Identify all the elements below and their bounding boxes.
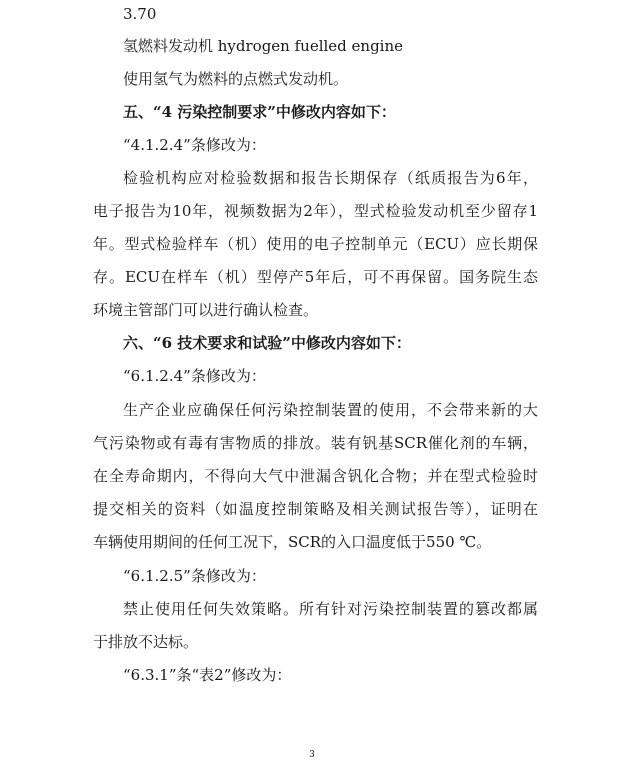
paragraph-line: 在全寿命期内，不得向大气中泄漏含钒化合物；并在型式检验时 (93, 467, 538, 485)
paragraph-line: 禁止使用任何失效策略。所有针对污染控制装置的篡改都属 (123, 600, 538, 618)
clause-heading-6-1-2-5: “6.1.2.5”条修改为： (123, 567, 266, 585)
paragraph-line: 提交相关的资料（如温度控制策略及相关测试报告等），证明在 (93, 500, 538, 518)
page-number: 3 (309, 750, 315, 760)
clause-heading-6-1-2-4: “6.1.2.4”条修改为： (123, 367, 266, 385)
paragraph-line: 气污染物或有毒有害物质的排放。装有钒基SCR催化剂的车辆， (93, 434, 538, 452)
paragraph-line: 电子报告为10年，视频数据为2年），型式检验发动机至少留存1 (93, 202, 538, 220)
paragraph-line: 车辆使用期间的任何工况下，SCR的入口温度低于550 ℃。 (93, 533, 492, 551)
section-heading-5: 五、“4 污染控制要求”中修改内容如下： (123, 103, 396, 121)
paragraph-line: 于排放不达标。 (93, 633, 199, 651)
section-heading-6: 六、“6 技术要求和试验”中修改内容如下： (123, 334, 411, 352)
term-definition-text: 使用氢气为燃料的点燃式发动机。 (123, 70, 349, 88)
paragraph-line: 生产企业应确保任何污染控制装置的使用，不会带来新的大 (123, 401, 538, 419)
paragraph-line: 年。型式检验样车（机）使用的电子控制单元（ECU）应长期保 (93, 235, 538, 253)
clause-number-3-70: 3.70 (123, 5, 157, 23)
paragraph-line: 检验机构应对检验数据和报告长期保存（纸质报告为6年， (123, 169, 538, 187)
paragraph-line: 存。ECU在样车（机）型停产5年后，可不再保留。国务院生态 (93, 268, 538, 286)
term-definition-title: 氢燃料发动机 hydrogen fuelled engine (123, 37, 404, 55)
clause-heading-4-1-2-4: “4.1.2.4”条修改为： (123, 136, 266, 154)
paragraph-line: 环境主管部门可以进行确认检查。 (93, 301, 319, 319)
clause-heading-6-3-1: “6.3.1”条“表2”修改为： (123, 666, 292, 684)
